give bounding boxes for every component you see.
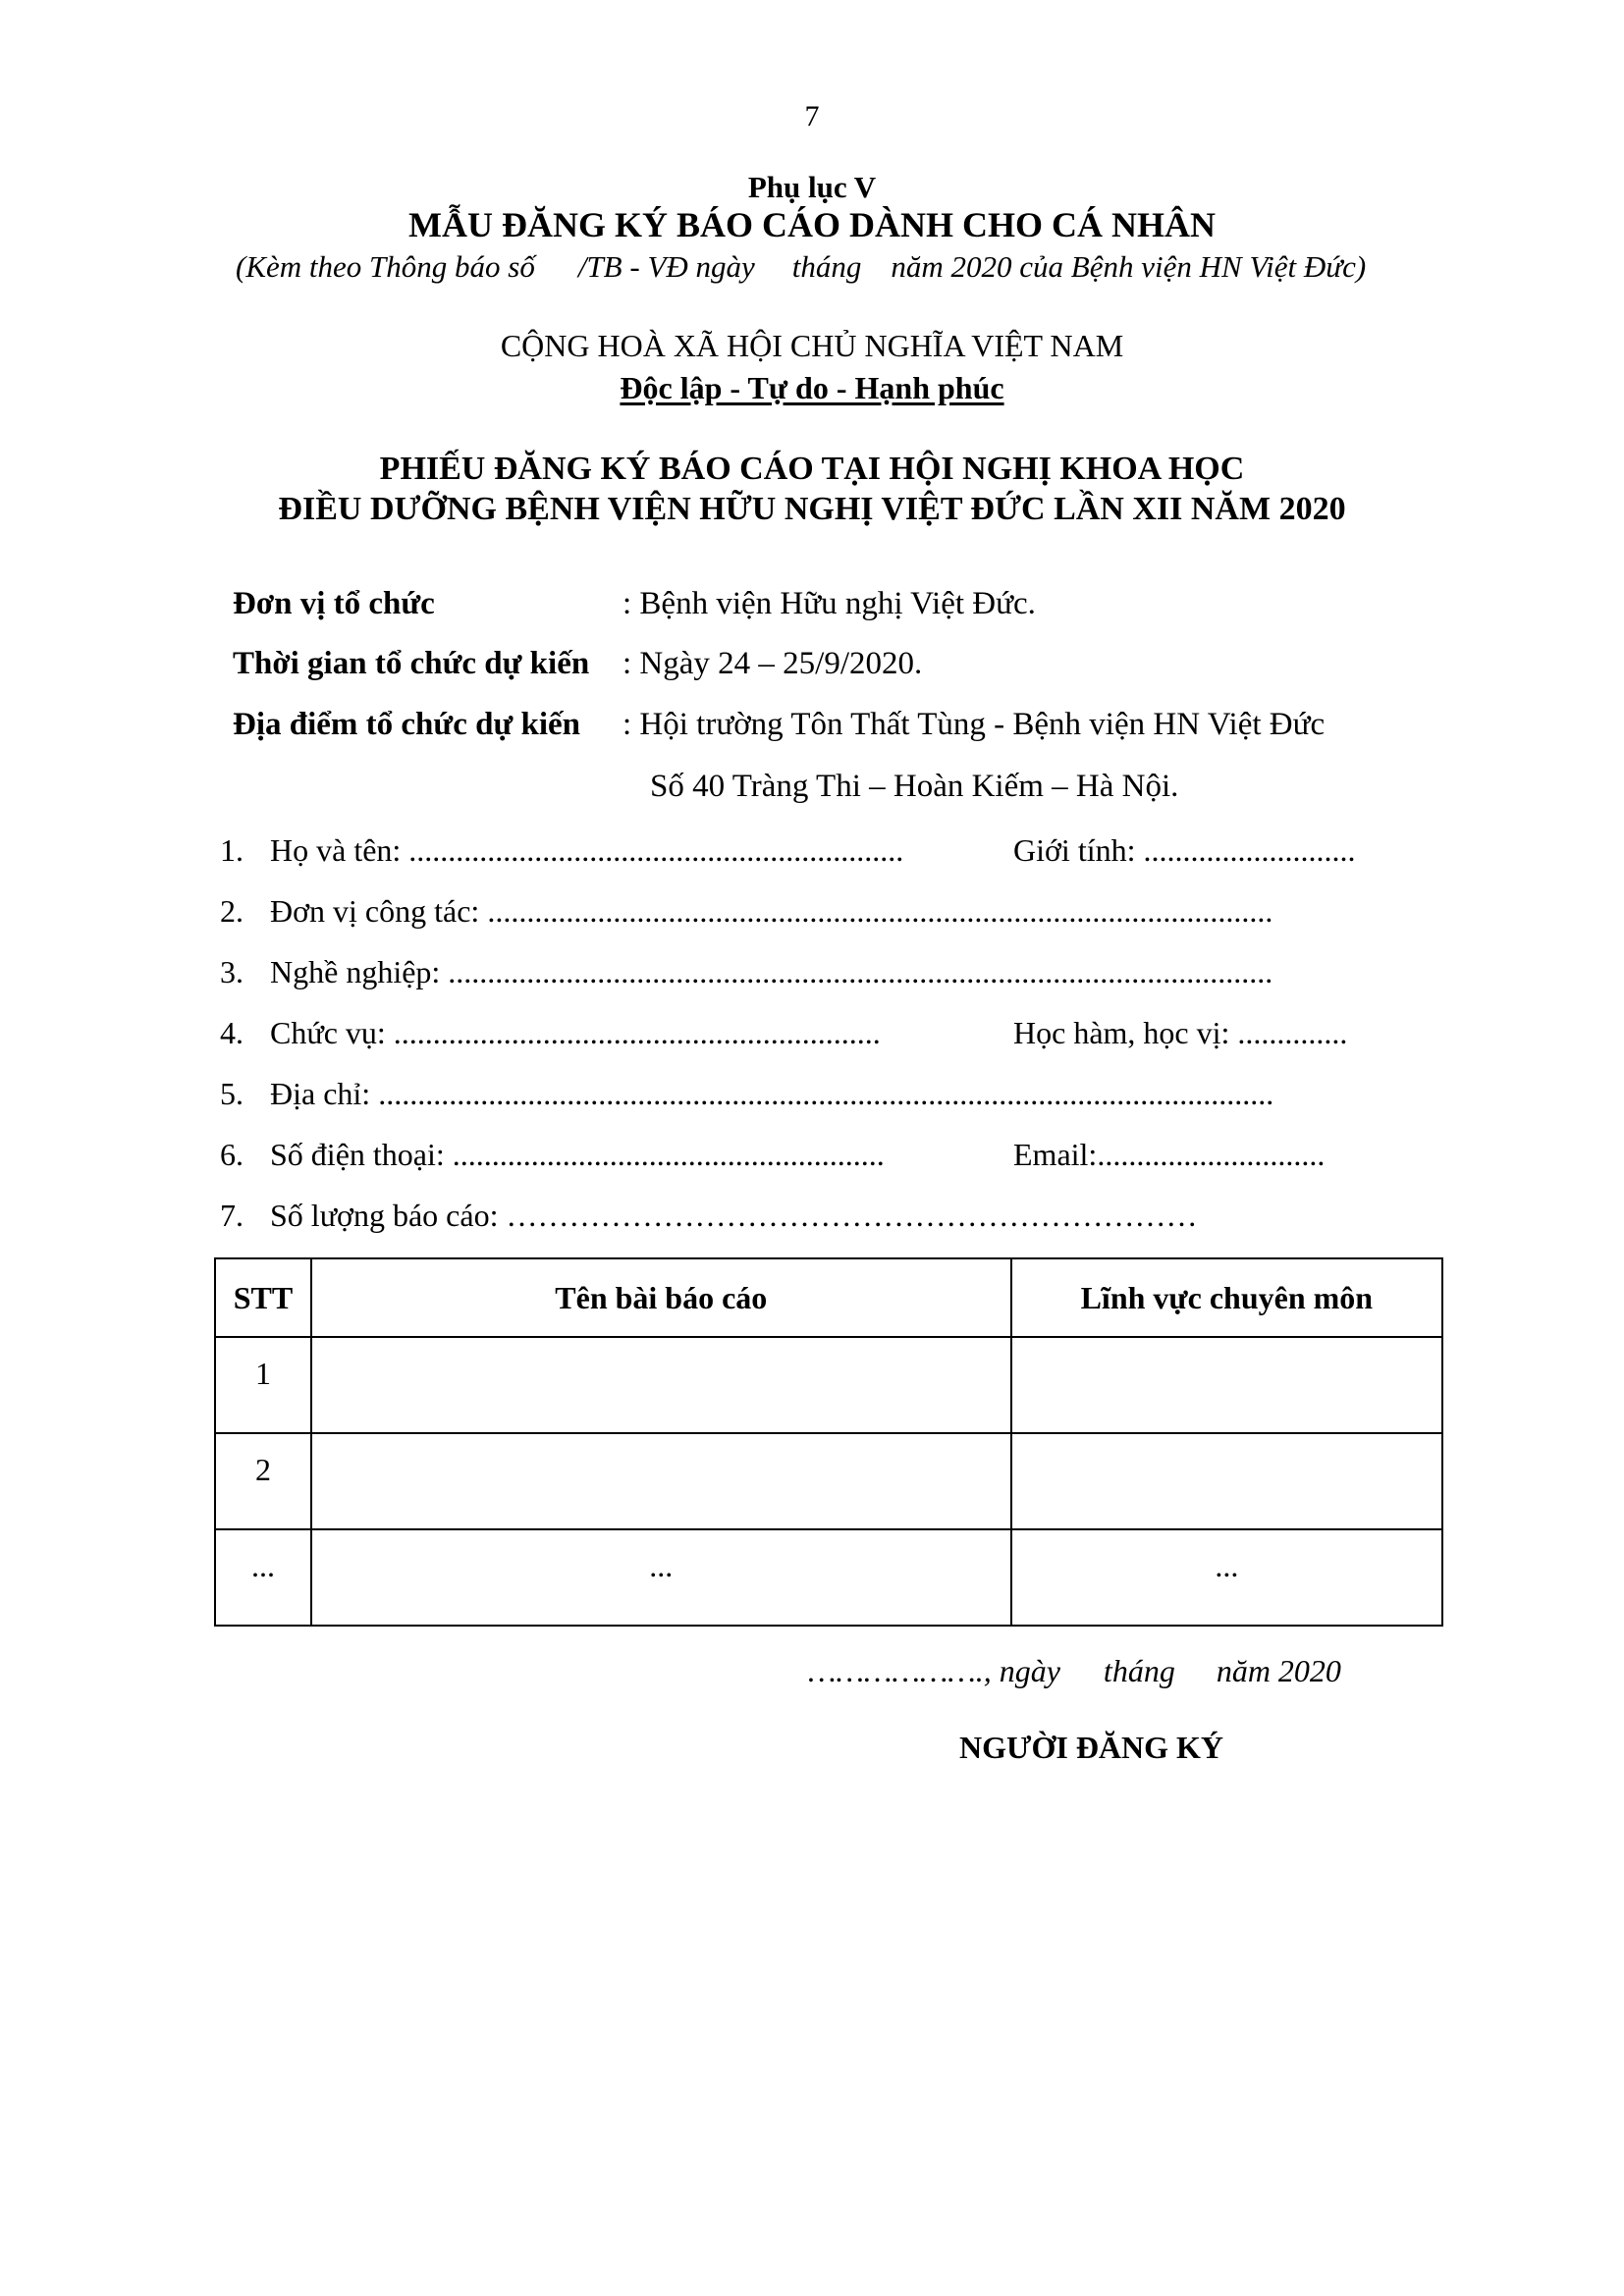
table-row: [215, 1433, 1442, 1529]
field-2-number: 2.: [220, 893, 244, 929]
form-note-part-4: năm 2020 của Bệnh viện HN Việt Đức): [891, 249, 1367, 284]
row-2-report-title: [311, 1433, 1011, 1529]
registration-title-line-1: PHIẾU ĐĂNG KÝ BÁO CÁO TẠI HỘI NGHỊ KHOA HỌC: [379, 451, 1245, 487]
country-header: CỘNG HOÀ XÃ HỘI CHỦ NGHĨA VIỆT NAM: [500, 328, 1124, 363]
venue-label: Địa điểm tổ chức dự kiến: [233, 707, 581, 742]
position-field: Chức vụ: ..............................................................: [270, 1015, 881, 1050]
organizer-label: Đơn vị tổ chức: [233, 586, 435, 621]
report-count-field: Số lượng báo cáo: …………………………………………………………: [270, 1198, 1198, 1233]
form-note-part-1: (Kèm theo Thông báo số: [236, 249, 535, 284]
occupation-field: Nghề nghiệp: .........................................................................................................: [270, 954, 1273, 989]
full-name-field: Họ và tên: ...............................................................: [270, 832, 904, 868]
time-label: Thời gian tổ chức dự kiến: [233, 646, 590, 681]
form-note: [236, 249, 1473, 285]
row-1-report-title: [311, 1337, 1011, 1433]
field-4-number: 4.: [220, 1015, 244, 1050]
appendix-label: Phụ lục V: [747, 170, 877, 204]
form-note-part-3: tháng: [791, 249, 862, 284]
header-field: Lĩnh vực chuyên môn: [1011, 1258, 1442, 1337]
registration-title-line-2: ĐIỀU DƯỠNG BỆNH VIỆN HỮU NGHỊ VIỆT ĐỨC LẦN XII NĂM 2020: [278, 491, 1346, 527]
organizer-value: : Bệnh viện Hữu nghị Việt Đức.: [623, 586, 1036, 621]
field-3-number: 3.: [220, 954, 244, 989]
row-2-field: [1011, 1433, 1442, 1529]
email-field: Email:.............................: [1013, 1137, 1326, 1172]
venue-value: : Hội trường Tôn Thất Tùng - Bệnh viện HN Việt Đức: [623, 707, 1326, 742]
table-row: [215, 1337, 1442, 1433]
signature-year: năm 2020: [1216, 1653, 1341, 1688]
row-3-stt: ...: [215, 1529, 311, 1626]
table-header-row: [215, 1258, 1442, 1337]
header-stt: STT: [215, 1258, 311, 1337]
motto-text: Độc lập - Tự do - Hạnh phúc: [620, 370, 1004, 405]
row-1-stt: 1: [215, 1337, 311, 1433]
report-table: [214, 1257, 1443, 1627]
form-title: MẪU ĐĂNG KÝ BÁO CÁO DÀNH CHO CÁ NHÂN: [408, 205, 1216, 244]
row-1-field: [1011, 1337, 1442, 1433]
workplace-field: Đơn vị công tác: ....................................................................................................: [270, 893, 1273, 929]
signer-label: NGƯỜI ĐĂNG KÝ: [959, 1730, 1224, 1765]
venue-address: Số 40 Tràng Thi – Hoàn Kiếm – Hà Nội.: [650, 769, 1179, 804]
academic-title-field: Học hàm, học vị: ..............: [1013, 1015, 1348, 1050]
row-3-field: ...: [1011, 1529, 1442, 1626]
header-report-title: Tên bài báo cáo: [311, 1258, 1011, 1337]
signature-place: ……………….,: [808, 1653, 992, 1688]
row-3-report-title: ...: [311, 1529, 1011, 1626]
field-1-number: 1.: [220, 832, 244, 868]
field-7-number: 7.: [220, 1198, 244, 1233]
signature-date: [808, 1653, 1341, 1689]
row-2-stt: 2: [215, 1433, 311, 1529]
table-row: [215, 1529, 1442, 1626]
field-6-number: 6.: [220, 1137, 244, 1172]
time-value: : Ngày 24 – 25/9/2020.: [623, 646, 923, 681]
phone-field: Số điện thoại: .......................................................: [270, 1137, 885, 1172]
motto: [0, 370, 1624, 406]
page-number: 7: [804, 100, 820, 133]
signature-day: ngày: [999, 1653, 1060, 1688]
field-5-number: 5.: [220, 1076, 244, 1111]
signature-month: tháng: [1103, 1653, 1175, 1688]
form-note-part-2: /TB - VĐ ngày: [577, 249, 755, 284]
address-field: Địa chỉ: ..................................................................................................................: [270, 1076, 1274, 1111]
gender-field: Giới tính: ...........................: [1013, 832, 1356, 868]
